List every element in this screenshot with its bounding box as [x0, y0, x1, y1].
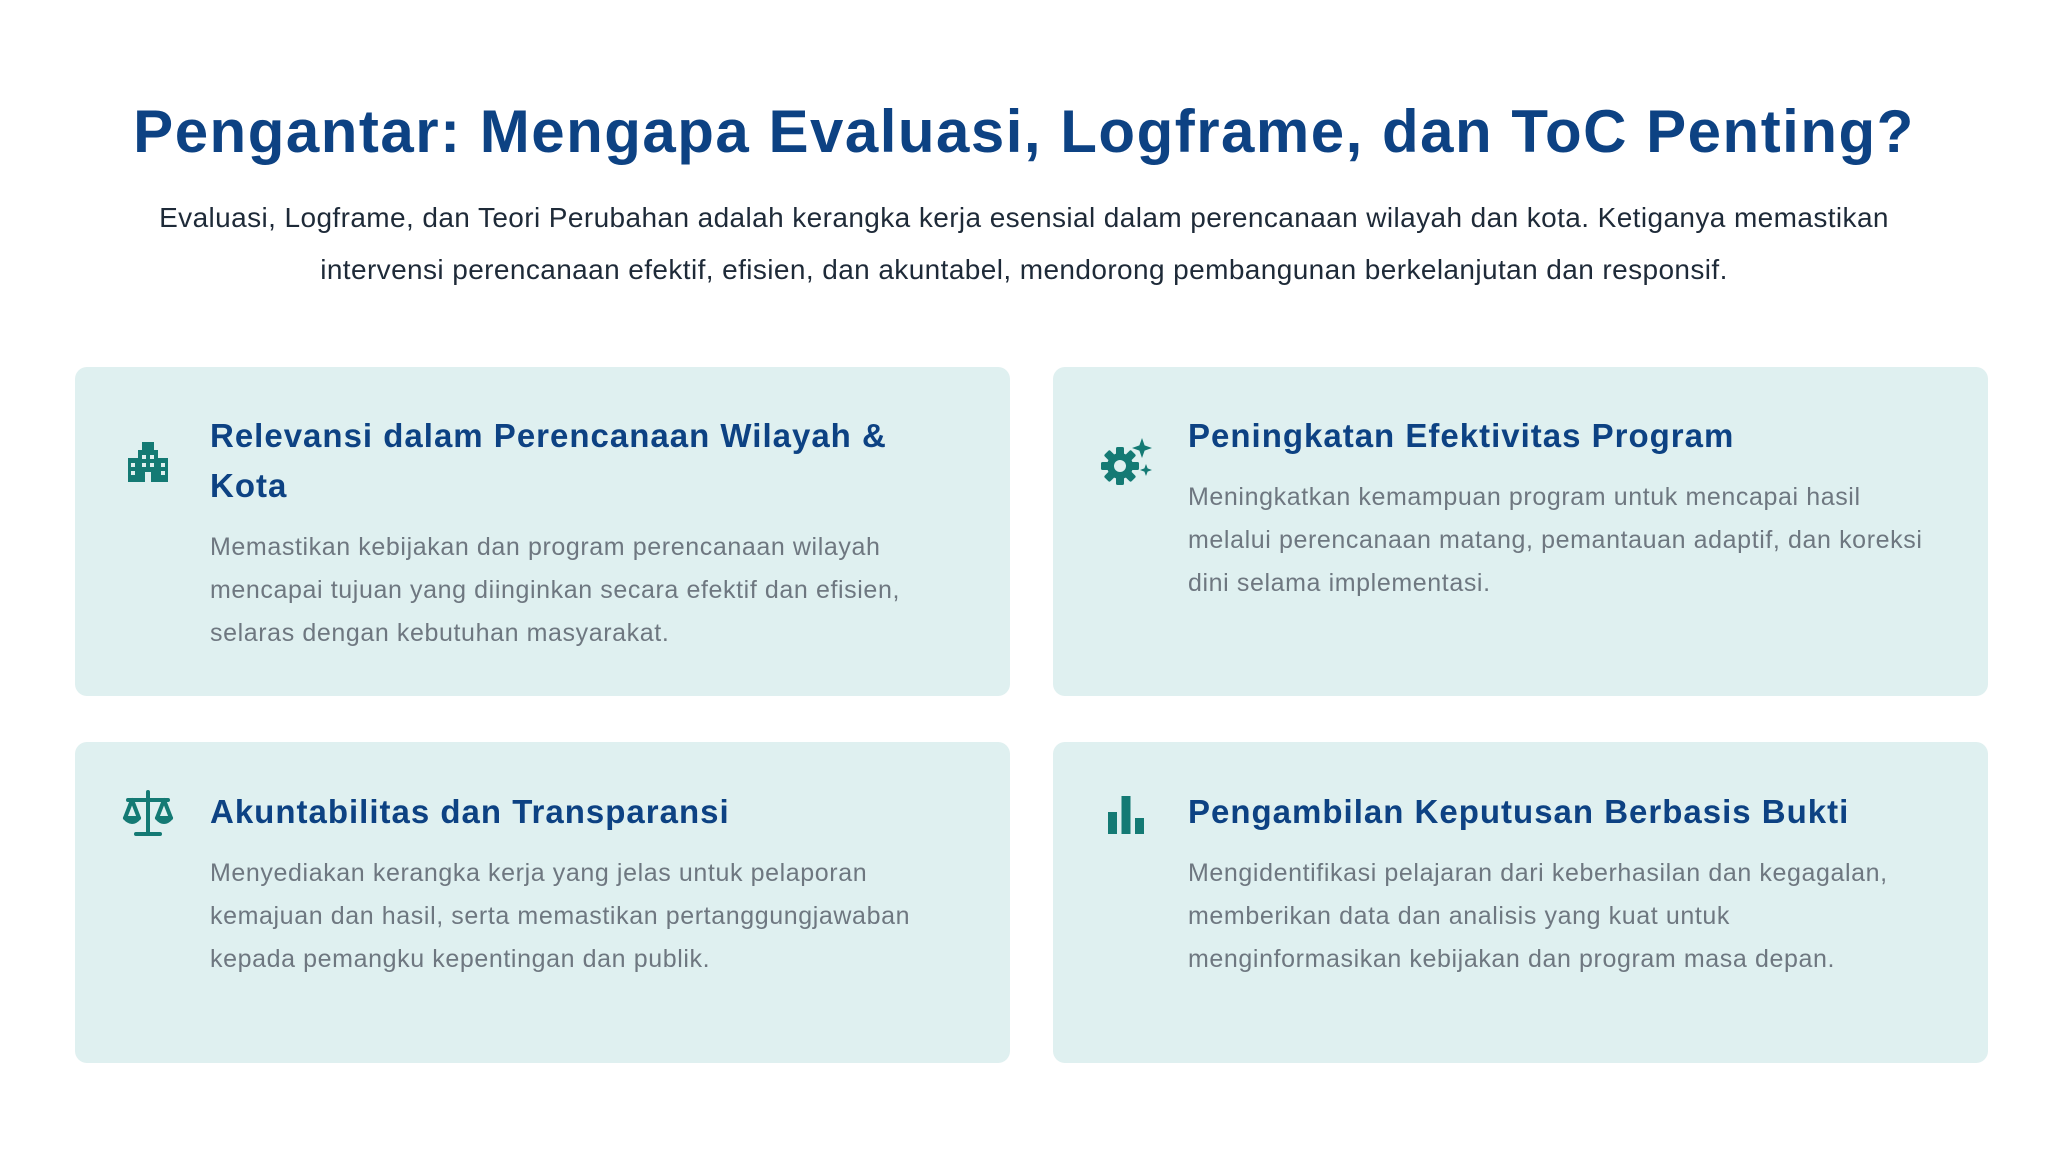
card-description: Menyediakan kerangka kerja yang jelas untuk pelaporan kemajuan dan hasil, serta memastikan pertanggungjawaban kepada pemangku kepentingan dan publik.: [210, 859, 911, 973]
city-buildings-icon: [118, 432, 178, 492]
card-title: Pengambilan Keputusan Berbasis Bukti: [1188, 793, 1850, 830]
page-title: Pengantar: Mengapa Evaluasi, Logframe, dan ToC Penting?: [133, 98, 1915, 165]
card-efektivitas: [1053, 367, 1988, 696]
intro-paragraph: Evaluasi, Logframe, dan Teori Perubahan adalah kerangka kerja esensial dalam perencanaan wilayah dan kota. Ketiganya memastikan intervensi perencanaan efektif, efisien, dan akuntabel, mendorong pembangunan berkelanjutan dan responsif.: [159, 202, 1889, 285]
card-akuntabilitas: [75, 742, 1010, 1063]
card-description: Meningkatkan kemampuan program untuk mencapai hasil melalui perencanaan matang, pemantauan adaptif, dan koreksi dini selama implementasi.: [1188, 483, 1923, 597]
bar-chart-icon: [1096, 784, 1156, 844]
gear-sparkle-icon: [1096, 432, 1156, 492]
card-description: Memastikan kebijakan dan program perencanaan wilayah mencapai tujuan yang diinginkan secara efektif dan efisien, selaras dengan kebutuhan masyarakat.: [210, 533, 900, 647]
card-pengambilan-keputusan: [1053, 742, 1988, 1063]
card-title: Peningkatan Efektivitas Program: [1188, 417, 1735, 454]
card-title: Relevansi dalam Perencanaan Wilayah & Kota: [210, 417, 887, 504]
balance-scale-icon: [118, 784, 178, 844]
card-title: Akuntabilitas dan Transparansi: [210, 793, 730, 830]
card-description: Mengidentifikasi pelajaran dari keberhasilan dan kegagalan, memberikan data dan analisis yang kuat untuk menginformasikan kebijakan dan program masa depan.: [1188, 859, 1888, 973]
card-relevansi: [75, 367, 1010, 696]
